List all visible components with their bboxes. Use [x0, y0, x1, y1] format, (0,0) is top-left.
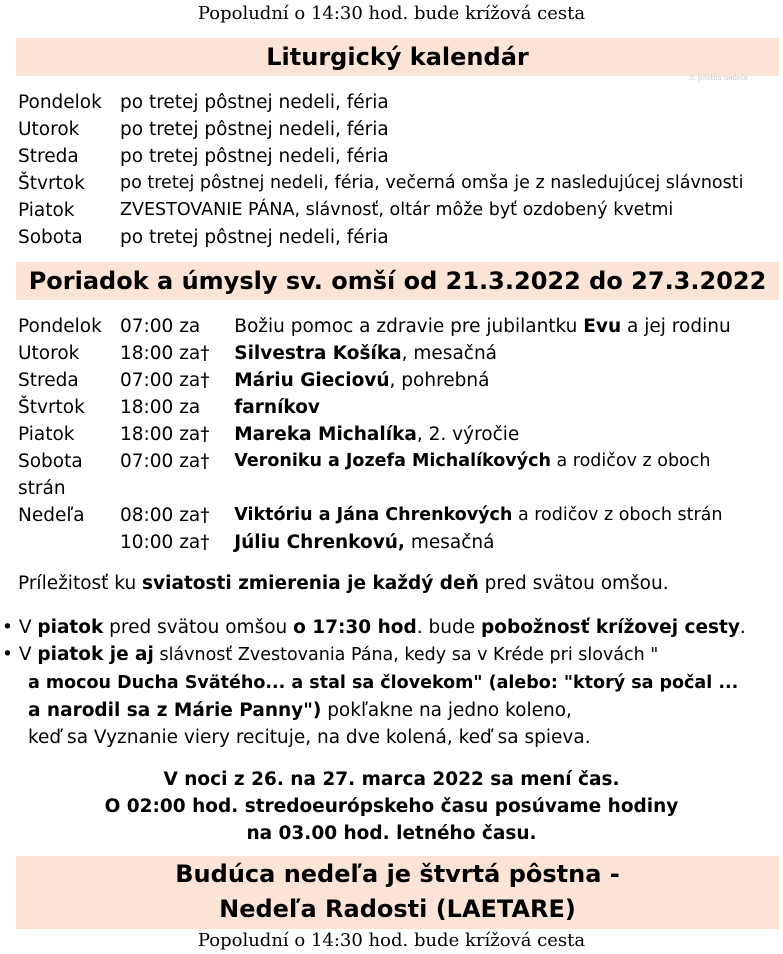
- day-label: Piatok: [18, 200, 75, 221]
- mass-day: Utorok: [18, 343, 80, 364]
- day-text: po tretej pôstnej nedeli, féria: [120, 92, 389, 113]
- cross-icon: †: [200, 370, 210, 391]
- bullet-bold: a mocou Ducha Svätého... a stal sa človekom" (alebo: "ktorý sa počal ...: [28, 673, 739, 693]
- day-label: Štvrtok: [18, 173, 85, 194]
- time-change-line: O 02:00 hod. stredoeurópskeho času posúvame hodiny: [104, 796, 679, 817]
- mass-intention: [234, 367, 730, 394]
- day-text: po tretej pôstnej nedeli, féria, večerná omša je z nasledujúcej slávnosti: [120, 173, 744, 193]
- mass-intention: [234, 448, 730, 475]
- bullet-bold: o 17:30 hod: [293, 617, 417, 638]
- time-change-line: V noci z 26. na 27. marca 2022 sa mení čas.: [163, 769, 620, 790]
- cross-icon: †: [200, 424, 210, 445]
- mass-row: [18, 340, 731, 367]
- bullet-text: . bude: [416, 617, 481, 638]
- mass-schedule-table: [18, 313, 731, 556]
- liturgical-calendar-table: [18, 89, 743, 251]
- intention-name: Máriu Gieciovú: [234, 370, 390, 391]
- time-change-line: na 03.00 hod. letného času.: [246, 823, 537, 844]
- bullet-continuation: [2, 697, 781, 724]
- intention-suffix: , 2. výročie: [416, 424, 520, 445]
- confession-note: [18, 570, 669, 597]
- cross-icon: [200, 394, 234, 421]
- bullet-text: V: [18, 644, 38, 665]
- faint-watermark-text: 3. pôstna nedeľa: [689, 74, 748, 82]
- mass-intention: [234, 529, 730, 556]
- mass-row: [18, 421, 731, 448]
- mass-intention: [234, 421, 730, 448]
- liturgical-row: [18, 197, 743, 224]
- intention-suffix: a jej rodinu: [621, 316, 731, 337]
- mass-intention: [234, 394, 730, 421]
- day-label: Sobota: [18, 227, 83, 248]
- bottom-announcement: Popoludní o 14:30 hod. bude krížová cesta: [197, 930, 586, 951]
- bullet-text: V: [18, 617, 38, 638]
- confession-text-end: pred svätou omšou.: [478, 573, 669, 594]
- mass-time: 18:00 za: [120, 397, 201, 418]
- next-sunday-line: Nedeľa Radosti (LAETARE): [219, 895, 576, 923]
- intention-name: Mareka Michalíka: [234, 424, 417, 445]
- cross-icon: †: [200, 343, 210, 364]
- mass-time: [120, 475, 200, 502]
- intention-text: Božiu pomoc a zdravie pre jubilantku: [234, 316, 584, 337]
- mass-time: 18:00 za: [120, 343, 201, 364]
- mass-time: 07:00 za: [120, 370, 201, 391]
- mass-row: [18, 502, 731, 529]
- intention-name: Viktóriu a Jána Chrenkových: [234, 505, 513, 525]
- mass-time: 07:00 za: [120, 316, 201, 337]
- intention-suffix: , mesačná: [401, 343, 498, 364]
- intention-name: Veroniku a Jozefa Michalíkových: [234, 451, 551, 471]
- liturgical-calendar-title: Liturgický kalendár: [16, 38, 779, 76]
- day-text: po tretej pôstnej nedeli, féria: [120, 119, 389, 140]
- intention-suffix: a rodičov z oboch: [550, 451, 711, 471]
- mass-intention: [234, 313, 730, 340]
- liturgical-row: [18, 143, 743, 170]
- bullet-item-way-of-cross: [2, 614, 781, 641]
- next-sunday-banner: [16, 856, 779, 929]
- bullet-text: pred svätou omšou: [103, 617, 294, 638]
- intention-name: Júliu Chrenkovú,: [234, 532, 405, 553]
- cross-icon: †: [200, 451, 210, 472]
- confession-text: Príležitosť ku: [18, 573, 143, 594]
- bullet-bold: a narodil sa z Márie Panny"): [28, 700, 322, 721]
- mass-row: [18, 394, 731, 421]
- mass-time: 18:00 za: [120, 424, 201, 445]
- intention-suffix: a rodičov z oboch strán: [512, 505, 723, 525]
- liturgical-row: [18, 170, 743, 197]
- intention-suffix: mesačná: [404, 532, 495, 553]
- bullet-bold: pobožnosť krížovej cesty: [481, 617, 740, 638]
- day-label: Streda: [18, 146, 79, 167]
- liturgical-row: [18, 116, 743, 143]
- mass-row: [18, 529, 731, 556]
- intention-suffix: , pohrebná: [389, 370, 490, 391]
- day-label: Utorok: [18, 119, 80, 140]
- cross-icon: [200, 475, 234, 502]
- mass-day: Sobota: [18, 451, 83, 472]
- mass-row: [18, 313, 731, 340]
- bullet-text: .: [739, 617, 746, 638]
- day-label: Pondelok: [18, 92, 102, 113]
- day-text: ZVESTOVANIE PÁNA, slávnosť, oltár môže byť ozdobený kvetmi: [120, 200, 674, 220]
- mass-day: Nedeľa: [18, 505, 85, 526]
- mass-day: Streda: [18, 370, 79, 391]
- cross-icon: †: [200, 532, 210, 553]
- mass-day: Pondelok: [18, 316, 102, 337]
- bullet-text: slávnosť Zvestovania Pána, kedy sa v Kréde pri slovách ": [153, 645, 659, 665]
- top-announcement: Popoludní o 14:30 hod. bude krížová cesta: [197, 3, 586, 24]
- bullet-item-annunciation: [2, 641, 781, 669]
- day-text: po tretej pôstnej nedeli, féria: [120, 227, 389, 248]
- bullet-continuation: [2, 724, 781, 751]
- liturgical-row: [18, 224, 743, 251]
- mass-intention: [234, 340, 730, 367]
- confession-highlight: sviatosti zmierenia je každý deň: [142, 573, 479, 594]
- bullet-icon: •: [2, 644, 13, 665]
- intention-name: Evu: [583, 316, 622, 337]
- mass-time: 07:00 za: [120, 451, 201, 472]
- bullet-bold: piatok: [37, 617, 104, 638]
- intention-name: farníkov: [234, 397, 320, 418]
- mass-row: [18, 448, 731, 475]
- liturgical-row: [18, 89, 743, 116]
- time-change-notice: [0, 766, 783, 847]
- next-sunday-line: Budúca nedeľa je štvrtá pôstna -: [175, 860, 620, 888]
- mass-intention: [234, 475, 730, 502]
- mass-time: 08:00 za: [120, 505, 201, 526]
- cross-icon: †: [200, 505, 210, 526]
- mass-day: strán: [18, 478, 66, 499]
- day-text: po tretej pôstnej nedeli, féria: [120, 146, 389, 167]
- mass-day: Piatok: [18, 424, 75, 445]
- mass-day: Štvrtok: [18, 397, 85, 418]
- announcements-list: [2, 614, 781, 751]
- mass-schedule-title: Poriadok a úmysly sv. omší od 21.3.2022 do 27.3.2022: [16, 262, 779, 300]
- bullet-text: pokľakne na jedno koleno,: [321, 700, 572, 721]
- mass-day: [18, 529, 120, 556]
- bullet-icon: •: [2, 617, 13, 638]
- mass-intention: [234, 502, 730, 529]
- intention-name: Silvestra Košíka: [234, 343, 402, 364]
- bullet-bold: piatok je aj: [37, 644, 154, 665]
- mass-time: 10:00 za: [120, 532, 201, 553]
- cross-icon: [200, 313, 234, 340]
- bullet-continuation: [2, 669, 781, 697]
- mass-row: [18, 367, 731, 394]
- mass-row: [18, 475, 731, 502]
- bullet-text: keď sa Vyznanie viery recituje, na dve kolená, keď sa spieva.: [28, 727, 591, 748]
